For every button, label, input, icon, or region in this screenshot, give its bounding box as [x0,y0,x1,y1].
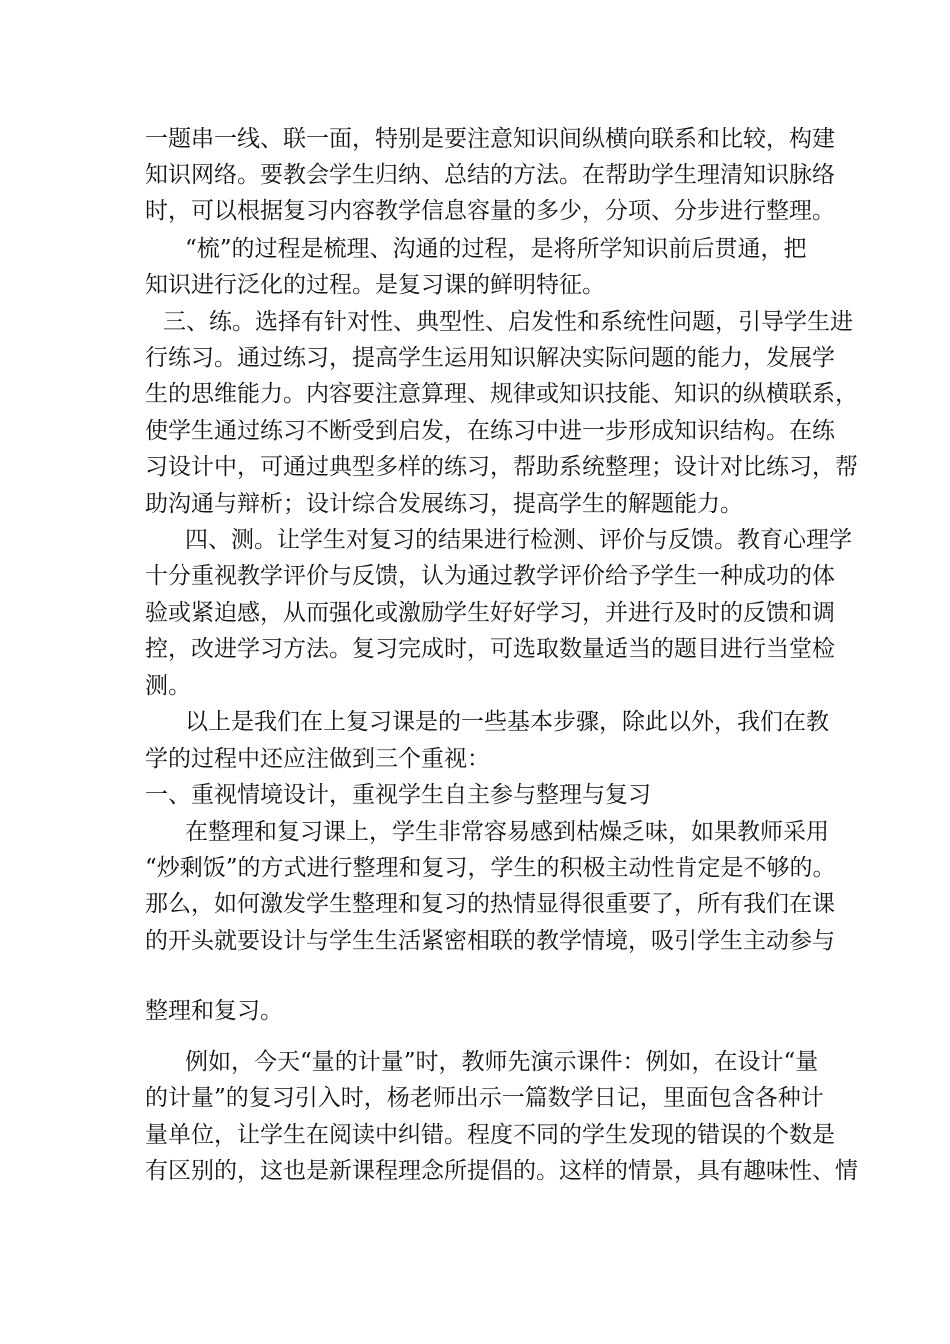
text-line: 使学生通过练习不断受到启发，在练习中进一步形成知识结构。在练 [145,418,835,444]
paragraph-first-line: “梳”的过程是梳理、沟通的过程，是将所学知识前后贯通，把 [185,236,807,262]
text-line: 量单位，让学生在阅读中纠错。程度不同的学生发现的错误的个数是 [145,1122,835,1148]
text-line: 助沟通与辩析；设计综合发展练习，提高学生的解题能力。 [145,491,743,517]
paragraph-first-line: 例如，今天“量的计量”时，教师先演示课件：例如，在设计“量 [185,1049,819,1075]
text-line: 有区别的，这也是新课程理念所提倡的。这样的情景，具有趣味性、情 [145,1158,858,1184]
text-line: 测。 [145,673,191,699]
text-line: 十分重视教学评价与反馈，认为通过教学评价给予学生一种成功的体 [145,563,835,589]
text-line: 时，可以根据复习内容教学信息容量的多少，分项、分步进行整理。 [145,198,835,224]
text-line: “炒剩饭”的方式进行整理和复习，学生的积极主动性肯定是不够的。 [145,855,836,881]
text-line: 那么，如何激发学生整理和复习的热情显得很重要了，所有我们在课 [145,891,835,917]
text-line: 知识进行泛化的过程。是复习课的鲜明特征。 [145,272,605,298]
text-line: 控，改进学习方法。复习完成时，可选取数量适当的题目进行当堂检 [145,636,835,662]
paragraph-first-line: 在整理和复习课上，学生非常容易感到枯燥乏味，如果教师采用 [185,819,829,845]
section-four-heading-line: 四、测。让学生对复习的结果进行检测、评价与反馈。教育心理学 [185,527,852,553]
text-line: 一题串一线、联一面，特别是要注意知识间纵横向联系和比较，构建 [145,126,835,152]
text-line: 的计量”的复习引入时，杨老师出示一篇数学日记，里面包含各种计 [145,1085,824,1111]
paragraph-first-line: 以上是我们在上复习课是的一些基本步骤，除此以外，我们在教 [185,709,829,735]
text-line: 行练习。通过练习，提高学生运用知识解决实际问题的能力，发展学 [145,345,835,371]
text-line: 生的思维能力。内容要注意算理、规律或知识技能、知识的纵横联系， [145,381,858,407]
text-line: 验或紧迫感，从而强化或激励学生好好学习，并进行及时的反馈和调 [145,600,835,626]
text-line: 习设计中，可通过典型多样的练习，帮助系统整理；设计对比练习，帮 [145,454,858,480]
text-line: 学的过程中还应注做到三个重视： [145,746,490,772]
text-line: 整理和复习。 [145,998,283,1024]
text-line: 知识网络。要教会学生归纳、总结的方法。在帮助学生理清知识脉络 [145,162,835,188]
subheading-one: 一、重视情境设计，重视学生自主参与整理与复习 [145,782,651,808]
text-line: 的开头就要设计与学生生活紧密相联的教学情境，吸引学生主动参与 [145,928,835,954]
section-three-heading-line: 三、练。选择有针对性、典型性、启发性和系统性问题，引导学生进 [163,309,853,335]
